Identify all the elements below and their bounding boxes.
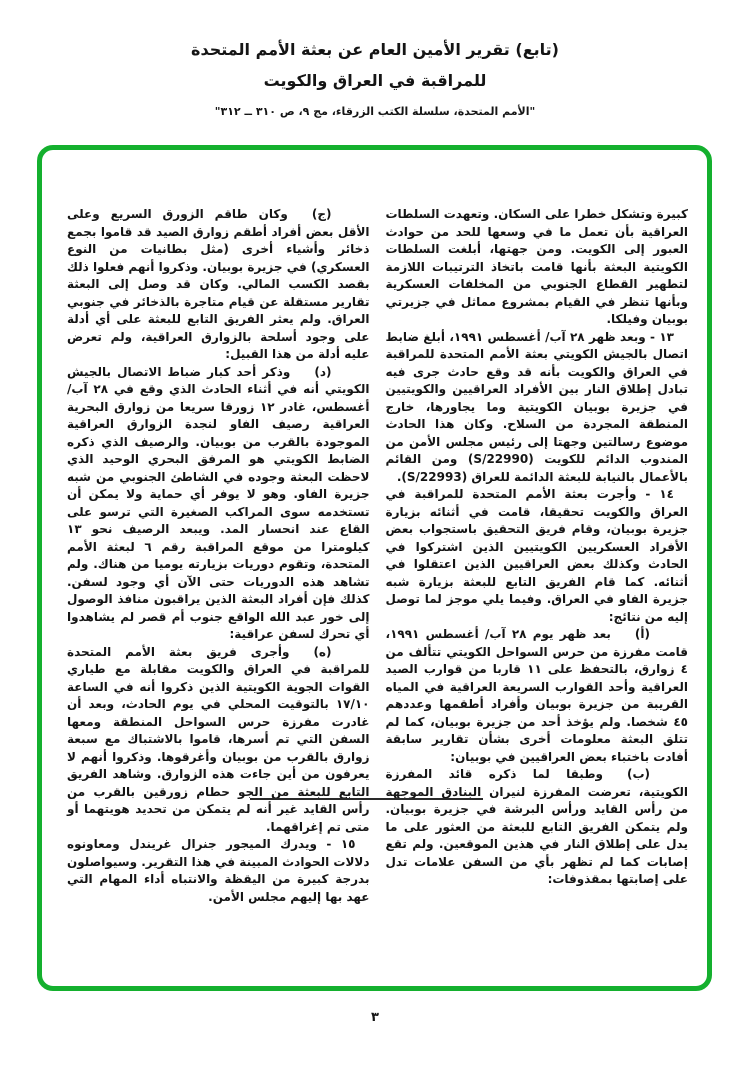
paragraph-marker: (ج) [311, 207, 332, 221]
paragraph-text: وكان طاقم الزورق السريع وعلى الأقل بعض أفراد أطقم زوارق الصيد قد قاموا بجمع ذخائر وأشياء أخرى (مثل بطانيات من النوع العسكري) في جزيرة بوبيان. وذكروا أنهم فعلوا ذلك بقصد الكسب المالي. وكان قد وصل إلى البعثة تقارير مستقلة عن قيام متاجرة بالذخائر في جنوبي العراق. ولم يعثر الفريق التابع للبعثة على أي أدلة على وجود أسلحة بالزوارق العراقية، ولم تعرض عليه أدلة من هذا القبيل: [67, 207, 370, 361]
paragraph-marker: (ه) [313, 644, 332, 659]
paragraph-text: بعد ظهر يوم ٢٨ آب/ أغسطس ١٩٩١، قامت مفرزة من حرس السواحل الكويتي تتألف من ٤ زوارق، بالتحفظ على ١١ قاربا من قوارب الصيد العراقية وأحد القوارب السريعة العراقية في المياه القريبة من جزيرة بوبيان وأفراد أطقمها وعددهم ٤٥ شخصا. ولم يؤخذ أحد من جزيرة بوبيان، كما لم تتلق البعثة معلومات أخرى بشأن تقارير سابقة أفادت باختباء بعض العراقيين في بوبيان: [385, 627, 688, 764]
header-title-line2: للمراقبة في العراق والكويت [263, 71, 487, 90]
body-columns [37, 206, 712, 986]
paragraph-marker: (أ) [634, 627, 650, 641]
document-header [0, 34, 750, 121]
footnote-divider [250, 798, 483, 800]
paragraph-text: ١٤ - وأجرت بعثة الأمم المتحدة للمراقبة في العراق والكويت تحقيقا، قامت في أثنائه بزيارة جزيرة بوبيان، وقام فريق التحقيق باستجواب بعض الأفراد العسكريين الكويتيين الذين اشتركوا في الحادث وكذلك بعض العراقيين الذين اعتقلوا في أثنائه. كما قام الفريق التابع للبعثة بزيارة شبه جزيرة الفاو في العراق. وفيما يلي موجز لما توصل إليه من نتائج: [385, 487, 688, 624]
paragraph-item-j [67, 206, 370, 364]
header-source-citation: "الأمم المتحدة، سلسلة الكتب الزرقاء، مج ٩، ص ٣١٠ ــ ٣١٢" [214, 105, 536, 118]
paragraph-marker: (ب) [626, 767, 650, 781]
paragraph-item-a [386, 626, 689, 766]
paragraph-text: كبيرة وتشكل خطرا على السكان. وتعهدت السلطات العراقية بأن تعمل ما في وسعها للحد من حوادث العبور إلى الكويت. ومن جهتها، أبلغت السلطات الكويتية البعثة بأنها قامت باتخاذ الترتيبات اللازمة لتطهير القطاع الجنوبي من المخلفات العسكرية وبأنها تنظر في القيام بمشروع مماثل في جزيرتي بوبيان وفيلكا. [385, 207, 688, 326]
page-number: ٣ [371, 1010, 379, 1025]
paragraph-14 [386, 486, 689, 626]
column-right [386, 206, 689, 986]
paragraph-item-b [386, 766, 689, 889]
paragraph-item-d [67, 364, 370, 644]
paragraph-text: ١٣ - وبعد ظهر ٢٨ آب/ أغسطس ١٩٩١، أبلغ ضابط اتصال بالجيش الكويتي بعثة الأمم المتحدة للمراقبة في العراق والكويت بأنه قد وقع حادث جرى فيه تبادل إطلاق النار بين الأفراد العراقيين والكويتيين في جزيرة بوبيان الكويتية وما يجاورها، خارج المنطقة المجردة من السلاح. وكان هذا الحادث موضوع رسالتين وجهتا إلى رئيس مجلس الأمن من المندوب الدائم للكويت (S/22990) ومن القائم بالأعمال بالنيابة للبعثة الدائمة للعراق (S/22993). [385, 329, 688, 484]
paragraph-13 [386, 329, 689, 487]
header-title-line1: (تابع) تقرير الأمين العام عن بعثة الأمم المتحدة [191, 40, 559, 59]
paragraph-item-h [67, 644, 370, 837]
column-left [67, 206, 370, 986]
paragraph-marker: (د) [314, 364, 332, 379]
paragraph-text: وأجرى فريق بعثة الأمم المتحدة للمراقبة في العراق والكويت مقابلة مع طياري القوات الجوية الكويتية الذين ذكروا أنه في الساعة ١٧/١٠ بالتوقيت المحلي في يوم الحادث، وبعد أن غادرت مفرزة حرس السواحل المنطقة ومعها السفن التي تم أسرها، قاموا بالاشتباك مع سبعة زوارق بالقرب من بوبيان وأغرقوها. وذكروا أنهم لا يعرفون من أين جاءت هذه الزوارق. وشاهد الفريق التابع للبعثة من الجو حطام زورقين بالقرب من رأس القايد غير أنه لم يتمكن من تحديد هويتهما أو متى تم إغراقهما. [67, 644, 370, 834]
paragraph-continuation [386, 206, 689, 329]
paragraph-text: ١٥ - ويدرك الميجور جنرال غريندل ومعاونوه دلالات الحوادث المبينة في هذا التقرير. وسيواصلون بدرجة كبيرة من اليقظة والانتباه أداء المهام التي عهد بها إليهم مجلس الأمن. [67, 837, 370, 904]
paragraph-15 [67, 836, 370, 906]
paragraph-text: وطبقا لما ذكره قائد المفرزة الكويتية، تعرضت المفرزة لنيران البنادق الموجهة من رأس القايد ورأس البرشة في جزيرة بوبيان. ولم يتمكن الفريق التابع للبعثة من العثور على ما يدل على إطلاق النار في هذين الموقعين. ولم تقع إصابات كما لم تظهر بأي من السفن علامات تدل على إصابتها بمقذوفات: [385, 767, 688, 886]
paragraph-text: وذكر أحد كبار ضباط الاتصال بالجيش الكويتي أنه في أثناء الحادث الذي وقع في ٢٨ آب/ أغسطس، غادر ١٢ زورقا سريعا من زوارق البحرية العراقية رصيف الفاو لنجدة الزوارق العراقية الموجودة بالقرب من بوبيان. والرصيف الذي ذكره الضابط الكويتي هو المرفق البحري الوحيد الذي لاحظت البعثة وجوده في الشاطئ الجنوبي من شبه جزيرة الفاو. وهو لا يوفر أي حماية ولا يمكن أن تستخدمه سوى المراكب الصغيرة التي ترسو على القاع عند انحسار المد. ويبعد الرصيف نحو ١٣ كيلومترا من موقع المراقبة رقم ٦ لبعثة الأمم المتحدة، وتقوم دوريات بزيارته يوميا من هناك. ولم تشاهد هذه الدوريات حتى الآن أي وجود لسفن. كذلك فإن أفراد البعثة الذين يراقبون منافذ الوصول إلى خور عبد الله الواقع جنوب أم قصر لم يشاهدوا أي تحرك لسفن عراقية: [67, 364, 370, 641]
